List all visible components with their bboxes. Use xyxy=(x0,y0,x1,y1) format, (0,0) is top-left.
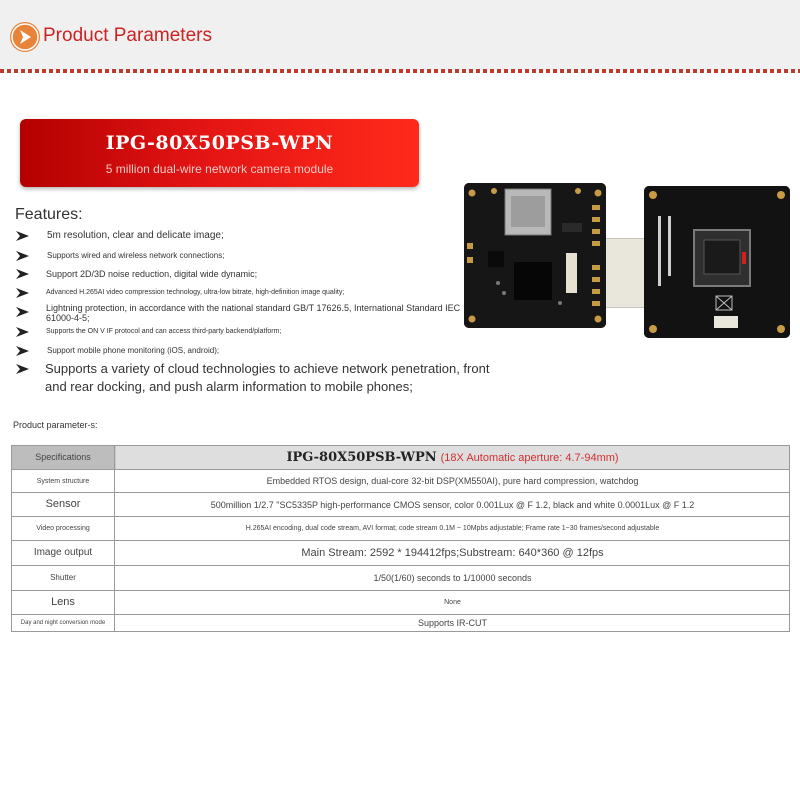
spec-value: 1/50(1/60) seconds to 1/10000 seconds xyxy=(116,566,790,590)
table-row xyxy=(11,470,790,493)
spec-key: Sensor xyxy=(11,493,115,516)
table-row xyxy=(11,517,790,541)
banner-subtitle: 5 million dual-wire network camera module xyxy=(105,162,334,176)
spec-key: Shutter xyxy=(11,566,115,590)
params-caption: Product parameter-s: xyxy=(13,420,98,430)
spec-header-model: IPG-80X50PSB-WPN xyxy=(286,450,437,465)
spec-header-note: (18X Automatic aperture: 4.7-94mm) xyxy=(440,451,619,464)
spec-value: H.265AI encoding, dual code stream, AVI format; code stream 0.1M ~ 10Mpbs adjustable; Frame rate 1~30 frames/second adjustable xyxy=(116,517,790,540)
banner-model: IPG-80X50PSB-WPN xyxy=(105,132,334,154)
arrow-bullet-icon xyxy=(16,307,29,317)
spec-key: Day and night conversion mode xyxy=(11,615,115,631)
arrow-bullet-icon xyxy=(16,231,29,241)
arrow-bullet-icon xyxy=(16,251,29,261)
spec-table xyxy=(11,445,790,632)
features-heading: Features: xyxy=(15,206,83,223)
spec-header-value xyxy=(116,446,790,469)
spec-header-key: Specifications xyxy=(11,446,115,469)
spec-value: Main Stream: 2592 * 194412fps;Substream: 640*360 @ 12fps xyxy=(116,541,790,565)
arrow-bullet-icon xyxy=(16,288,29,298)
ribbon-cable xyxy=(600,238,650,308)
table-row xyxy=(11,493,790,517)
page-title: Product Parameters xyxy=(43,25,212,46)
arrow-bullet-icon xyxy=(16,364,29,374)
orange-arrow-circle-icon xyxy=(10,22,40,52)
product-banner xyxy=(20,119,419,187)
spec-header-row xyxy=(11,445,790,470)
spec-key: Video processing xyxy=(11,517,115,540)
spec-key: Lens xyxy=(11,591,115,614)
table-row xyxy=(11,566,790,591)
camera-sensor-board xyxy=(644,186,790,338)
arrow-bullet-icon xyxy=(16,346,29,356)
table-row xyxy=(11,541,790,566)
table-row xyxy=(11,591,790,615)
table-row xyxy=(11,615,790,632)
spec-value: None xyxy=(116,591,790,614)
arrow-bullet-icon xyxy=(16,327,29,337)
page-header xyxy=(0,0,800,70)
arrow-bullet-icon xyxy=(16,269,29,279)
spec-key: System structure xyxy=(11,470,115,492)
spec-value: 500million 1/2.7 "SC5335P high-performance CMOS sensor, color 0.001Lux @ F 1.2, black and white 0.0001Lux @ F 1.2 xyxy=(116,493,790,516)
spec-value: Supports IR-CUT xyxy=(116,615,790,631)
camera-main-board xyxy=(464,183,606,328)
dotted-divider xyxy=(0,69,800,73)
spec-value: Embedded RTOS design, dual-core 32-bit DSP(XM550AI), pure hard compression, watchdog xyxy=(116,470,790,492)
spec-key: Image output xyxy=(11,541,115,565)
